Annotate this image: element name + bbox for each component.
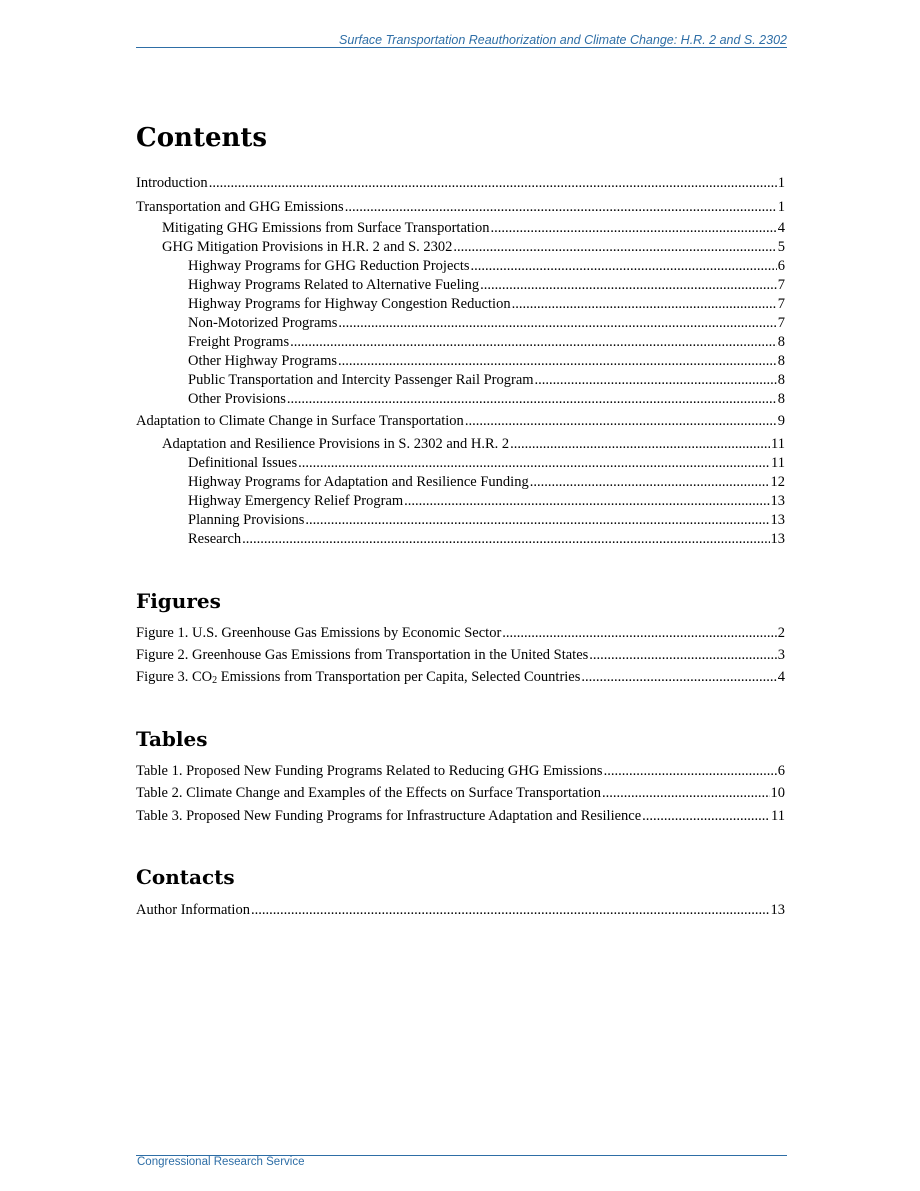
toc-entry-label: Research <box>188 531 242 547</box>
table-entry-3[interactable] <box>136 807 785 826</box>
toc-entry-page: 8 <box>777 334 785 350</box>
toc-entry-page: 13 <box>770 512 785 528</box>
running-header: Surface Transportation Reauthorization and Climate Change: H.R. 2 and S. 2302 <box>339 33 787 47</box>
toc-entry-label: Other Provisions <box>188 391 286 407</box>
toc-entry-freight[interactable] <box>136 333 785 352</box>
dot-leader <box>502 624 776 643</box>
figure-entry-page: 3 <box>777 647 785 663</box>
toc-entry-label: Transportation and GHG Emissions <box>136 199 344 215</box>
toc-entry-page: 7 <box>777 277 785 293</box>
toc-entry-label: Adaptation to Climate Change in Surface Transportation <box>136 413 464 429</box>
table-entry-page: 11 <box>771 808 785 824</box>
toc-entry-page: 13 <box>770 531 785 547</box>
toc-entry-transportation-ghg[interactable] <box>136 198 785 217</box>
dot-leader <box>287 390 777 409</box>
dot-leader <box>338 314 776 333</box>
toc-entry-label: Non-Motorized Programs <box>188 315 338 331</box>
figure-entry-label-prefix: Figure 3. CO <box>136 669 213 685</box>
header-rule <box>136 47 787 48</box>
dot-leader <box>530 473 770 492</box>
toc-entry-label: Highway Programs for Highway Congestion Reduction <box>188 296 511 312</box>
toc-entry-alternative-fueling[interactable] <box>136 276 785 295</box>
figure-entry-label: Figure 2. Greenhouse Gas Emissions from Transportation in the United States <box>136 647 589 663</box>
toc-entry-non-motorized[interactable] <box>136 314 785 333</box>
toc-entry-page: 7 <box>777 296 785 312</box>
toc-entry-page: 4 <box>777 220 785 236</box>
table-entry-2[interactable] <box>136 784 785 803</box>
subscript-2: 2 <box>212 675 218 686</box>
figures-heading: Figures <box>136 589 221 613</box>
toc-entry-page: 8 <box>777 391 785 407</box>
dot-leader <box>298 454 770 473</box>
toc-entry-page: 8 <box>777 353 785 369</box>
dot-leader <box>480 276 777 295</box>
toc-entry-adaptation-funding[interactable] <box>136 473 785 492</box>
table-entry-label: Table 3. Proposed New Funding Programs for Infrastructure Adaptation and Resilience <box>136 808 642 824</box>
dot-leader <box>242 530 769 549</box>
toc-entry-page: 11 <box>771 436 785 452</box>
toc-entry-label: Highway Emergency Relief Program <box>188 493 404 509</box>
toc-entry-page: 9 <box>777 413 785 429</box>
toc-entry-page: 11 <box>771 455 785 471</box>
toc-entry-adaptation-provisions[interactable] <box>136 435 785 454</box>
contact-entry-author-information[interactable] <box>136 901 785 920</box>
contents-heading: Contents <box>136 123 268 153</box>
toc-entry-ghg-mitigation-provisions[interactable] <box>136 238 785 257</box>
toc-entry-ghg-reduction-projects[interactable] <box>136 257 785 276</box>
toc-entry-other-provisions[interactable] <box>136 390 785 409</box>
toc-entry-label: Other Highway Programs <box>188 353 338 369</box>
toc-entry-page: 7 <box>777 315 785 331</box>
table-entry-page: 6 <box>777 763 785 779</box>
toc-entry-mitigating-ghg[interactable] <box>136 219 785 238</box>
toc-entry-introduction[interactable] <box>136 174 785 193</box>
contacts-heading: Contacts <box>136 865 235 889</box>
dot-leader <box>404 492 769 511</box>
toc-entry-definitional-issues[interactable] <box>136 454 785 473</box>
dot-leader <box>510 435 770 454</box>
figure-entry-3[interactable] <box>136 668 785 687</box>
dot-leader <box>453 238 776 257</box>
toc-entry-emergency-relief[interactable] <box>136 492 785 511</box>
figure-entry-1[interactable] <box>136 624 785 643</box>
running-footer: Congressional Research Service <box>137 1156 305 1168</box>
toc-entry-label: Highway Programs for GHG Reduction Projects <box>188 258 470 274</box>
toc-entry-label: Public Transportation and Intercity Passenger Rail Program <box>188 372 534 388</box>
toc-entry-label: Highway Programs Related to Alternative Fueling <box>188 277 480 293</box>
dot-leader <box>209 174 777 193</box>
figure-entry-page: 2 <box>777 625 785 641</box>
toc-entry-other-highway[interactable] <box>136 352 785 371</box>
toc-entry-page: 8 <box>777 372 785 388</box>
toc-entry-public-transportation[interactable] <box>136 371 785 390</box>
toc-entry-label: Introduction <box>136 175 208 191</box>
toc-entry-page: 1 <box>777 175 785 191</box>
table-entry-1[interactable] <box>136 762 785 781</box>
table-entry-label: Table 1. Proposed New Funding Programs Related to Reducing GHG Emissions <box>136 763 603 779</box>
figure-entry-2[interactable] <box>136 646 785 665</box>
dot-leader <box>535 371 777 390</box>
dot-leader <box>290 333 777 352</box>
toc-entry-planning-provisions[interactable] <box>136 511 785 530</box>
toc-entry-adaptation[interactable] <box>136 412 785 431</box>
figure-entry-label <box>136 668 580 687</box>
toc-entry-page: 12 <box>770 474 785 490</box>
tables-heading: Tables <box>136 727 208 751</box>
toc-entry-label: Highway Programs for Adaptation and Resilience Funding <box>188 474 529 490</box>
figure-entry-page: 4 <box>777 669 785 685</box>
toc-entry-congestion-reduction[interactable] <box>136 295 785 314</box>
toc-entry-research[interactable] <box>136 530 785 549</box>
toc-entry-page: 1 <box>777 199 785 215</box>
dot-leader <box>581 668 776 687</box>
toc-entry-page: 13 <box>770 493 785 509</box>
figure-entry-label-suffix: Emissions from Transportation per Capita, Selected Countries <box>217 669 581 685</box>
dot-leader <box>471 257 777 276</box>
dot-leader <box>251 901 770 920</box>
table-entry-page: 10 <box>770 785 785 801</box>
contact-entry-label: Author Information <box>136 902 250 918</box>
dot-leader <box>512 295 777 314</box>
toc-entry-page: 5 <box>777 239 785 255</box>
dot-leader <box>465 412 777 431</box>
table-entry-label: Table 2. Climate Change and Examples of the Effects on Surface Transportation <box>136 785 602 801</box>
toc-entry-label: Planning Provisions <box>188 512 305 528</box>
dot-leader <box>338 352 777 371</box>
dot-leader <box>305 511 769 530</box>
figure-entry-label: Figure 1. U.S. Greenhouse Gas Emissions by Economic Sector <box>136 625 502 641</box>
toc-entry-label: GHG Mitigation Provisions in H.R. 2 and S. 2302 <box>162 239 453 255</box>
toc-entry-label: Definitional Issues <box>188 455 298 471</box>
toc-entry-page: 6 <box>777 258 785 274</box>
dot-leader <box>490 219 776 238</box>
dot-leader <box>602 784 769 803</box>
contact-entry-page: 13 <box>770 902 785 918</box>
dot-leader <box>642 807 770 826</box>
toc-entry-label: Adaptation and Resilience Provisions in S. 2302 and H.R. 2 <box>162 436 510 452</box>
dot-leader <box>604 762 777 781</box>
toc-entry-label: Mitigating GHG Emissions from Surface Transportation <box>162 220 490 236</box>
dot-leader <box>345 198 777 217</box>
toc-entry-label: Freight Programs <box>188 334 290 350</box>
dot-leader <box>589 646 776 665</box>
